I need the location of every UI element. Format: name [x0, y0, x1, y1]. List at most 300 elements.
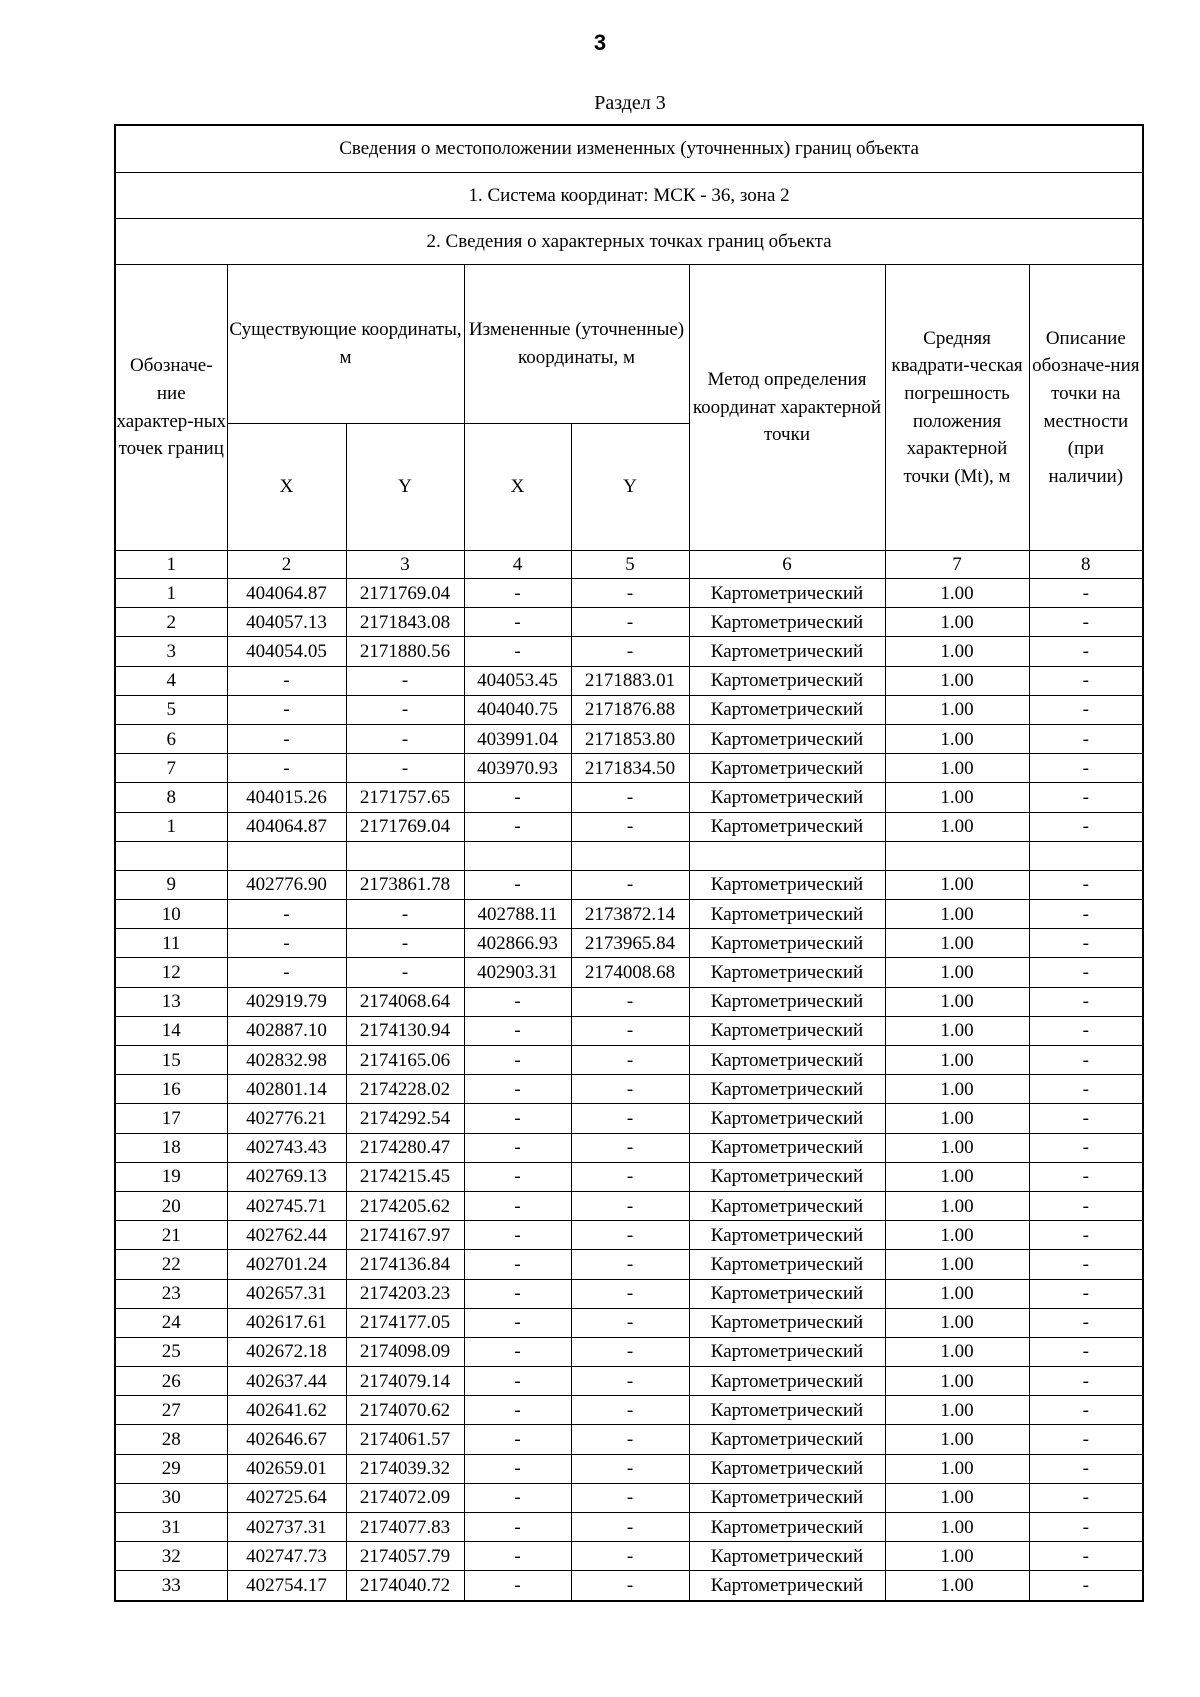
mean-error: 1.00	[885, 1396, 1029, 1425]
existing-x: 402659.01	[227, 1454, 346, 1483]
point-number: 15	[115, 1046, 227, 1075]
changed-y: -	[571, 1191, 689, 1220]
changed-y: -	[571, 1133, 689, 1162]
existing-y: 2174077.83	[346, 1513, 464, 1542]
table-row	[115, 1250, 1143, 1279]
changed-x: 402866.93	[464, 929, 571, 958]
method: Картометрический	[689, 1279, 885, 1308]
point-description: -	[1029, 754, 1143, 783]
table-row	[115, 783, 1143, 812]
table-row	[115, 841, 1143, 870]
points-info: 2. Сведения о характерных точках границ объекта	[115, 219, 1143, 265]
header-description: Описание обозначе-ния точки на местности (при наличии)	[1029, 265, 1143, 551]
method: Картометрический	[689, 1250, 885, 1279]
changed-x: -	[464, 1396, 571, 1425]
existing-y: 2171769.04	[346, 812, 464, 841]
mean-error: 1.00	[885, 1221, 1029, 1250]
table-row	[115, 1279, 1143, 1308]
mean-error: 1.00	[885, 812, 1029, 841]
changed-x: -	[464, 1571, 571, 1601]
existing-y	[346, 841, 464, 870]
point-description: -	[1029, 1367, 1143, 1396]
table-row	[115, 1104, 1143, 1133]
existing-x: 404064.87	[227, 579, 346, 608]
existing-y: 2173861.78	[346, 870, 464, 899]
existing-x: 404015.26	[227, 783, 346, 812]
table-row	[115, 987, 1143, 1016]
column-numbers-row	[115, 551, 1143, 579]
changed-x: -	[464, 1046, 571, 1075]
header-existing-y: Y	[346, 424, 464, 551]
mean-error: 1.00	[885, 695, 1029, 724]
changed-x: -	[464, 637, 571, 666]
column-number: 5	[571, 551, 689, 579]
header-changed-x: X	[464, 424, 571, 551]
point-number: 19	[115, 1162, 227, 1191]
existing-x: 402657.31	[227, 1279, 346, 1308]
point-number: 18	[115, 1133, 227, 1162]
point-description: -	[1029, 695, 1143, 724]
changed-x: -	[464, 812, 571, 841]
changed-y: -	[571, 870, 689, 899]
point-number: 16	[115, 1075, 227, 1104]
point-description: -	[1029, 1104, 1143, 1133]
table-row	[115, 900, 1143, 929]
changed-y: 2171853.80	[571, 724, 689, 753]
existing-x: -	[227, 695, 346, 724]
existing-x: 402617.61	[227, 1308, 346, 1337]
existing-x: 402776.21	[227, 1104, 346, 1133]
boundary-points-table	[114, 124, 1144, 1602]
existing-x: 404064.87	[227, 812, 346, 841]
table-row	[115, 958, 1143, 987]
mean-error: 1.00	[885, 1513, 1029, 1542]
changed-x: -	[464, 1250, 571, 1279]
changed-y: 2173872.14	[571, 900, 689, 929]
point-number: 28	[115, 1425, 227, 1454]
changed-x: 402903.31	[464, 958, 571, 987]
mean-error: 1.00	[885, 666, 1029, 695]
method: Картометрический	[689, 1133, 885, 1162]
existing-y: -	[346, 754, 464, 783]
changed-x: -	[464, 579, 571, 608]
point-number: 24	[115, 1308, 227, 1337]
existing-y: 2171769.04	[346, 579, 464, 608]
section-label: Раздел 3	[594, 92, 666, 114]
mean-error: 1.00	[885, 1104, 1029, 1133]
existing-x: -	[227, 900, 346, 929]
existing-y: 2174215.45	[346, 1162, 464, 1191]
changed-x: -	[464, 1425, 571, 1454]
changed-x: -	[464, 1454, 571, 1483]
point-description: -	[1029, 724, 1143, 753]
existing-y: 2174203.23	[346, 1279, 464, 1308]
existing-y: 2174039.32	[346, 1454, 464, 1483]
mean-error: 1.00	[885, 783, 1029, 812]
method: Картометрический	[689, 1425, 885, 1454]
method: Картометрический	[689, 1221, 885, 1250]
mean-error: 1.00	[885, 724, 1029, 753]
changed-y: -	[571, 1046, 689, 1075]
point-description	[1029, 841, 1143, 870]
changed-y: -	[571, 579, 689, 608]
method: Картометрический	[689, 1483, 885, 1512]
existing-x: 402769.13	[227, 1162, 346, 1191]
table-row	[115, 1162, 1143, 1191]
existing-y: -	[346, 666, 464, 695]
point-description: -	[1029, 1221, 1143, 1250]
coordinate-system: 1. Система координат: МСК - 36, зона 2	[115, 173, 1143, 219]
changed-x: -	[464, 1367, 571, 1396]
method: Картометрический	[689, 695, 885, 724]
changed-x: -	[464, 1162, 571, 1191]
existing-x: 402776.90	[227, 870, 346, 899]
method: Картометрический	[689, 637, 885, 666]
method: Картометрический	[689, 1191, 885, 1220]
header-changed: Измененные (уточненные) координаты, м	[464, 265, 689, 424]
changed-y: -	[571, 1454, 689, 1483]
column-number: 3	[346, 551, 464, 579]
changed-y: -	[571, 1075, 689, 1104]
point-number: 13	[115, 987, 227, 1016]
method: Картометрический	[689, 870, 885, 899]
existing-y: 2174292.54	[346, 1104, 464, 1133]
mean-error: 1.00	[885, 900, 1029, 929]
existing-y: 2174280.47	[346, 1133, 464, 1162]
existing-x: -	[227, 754, 346, 783]
existing-x: -	[227, 666, 346, 695]
header-existing: Существующие координаты, м	[227, 265, 464, 424]
method: Картометрический	[689, 1104, 885, 1133]
point-number: 32	[115, 1542, 227, 1571]
existing-y: 2174098.09	[346, 1337, 464, 1366]
method: Картометрический	[689, 900, 885, 929]
mean-error: 1.00	[885, 1425, 1029, 1454]
mean-error: 1.00	[885, 1542, 1029, 1571]
changed-y: -	[571, 812, 689, 841]
table-row	[115, 637, 1143, 666]
method: Картометрический	[689, 929, 885, 958]
point-number: 20	[115, 1191, 227, 1220]
existing-x: 402641.62	[227, 1396, 346, 1425]
mean-error: 1.00	[885, 1483, 1029, 1512]
point-description: -	[1029, 987, 1143, 1016]
existing-x	[227, 841, 346, 870]
point-number: 10	[115, 900, 227, 929]
mean-error: 1.00	[885, 579, 1029, 608]
point-description: -	[1029, 1250, 1143, 1279]
existing-x: 402801.14	[227, 1075, 346, 1104]
existing-x: 402747.73	[227, 1542, 346, 1571]
point-number: 3	[115, 637, 227, 666]
point-description: -	[1029, 1133, 1143, 1162]
changed-y: -	[571, 1542, 689, 1571]
table-row	[115, 1016, 1143, 1045]
existing-x: 402762.44	[227, 1221, 346, 1250]
existing-x: 404057.13	[227, 608, 346, 637]
changed-y	[571, 841, 689, 870]
mean-error: 1.00	[885, 1016, 1029, 1045]
changed-x	[464, 841, 571, 870]
point-description: -	[1029, 1571, 1143, 1601]
existing-y: 2174057.79	[346, 1542, 464, 1571]
existing-y: 2174205.62	[346, 1191, 464, 1220]
point-number: 1	[115, 579, 227, 608]
mean-error	[885, 841, 1029, 870]
changed-x: -	[464, 1542, 571, 1571]
existing-y: 2171757.65	[346, 783, 464, 812]
point-description: -	[1029, 1016, 1143, 1045]
changed-y: -	[571, 1250, 689, 1279]
existing-y: 2174072.09	[346, 1483, 464, 1512]
point-description: -	[1029, 1396, 1143, 1425]
point-description: -	[1029, 1162, 1143, 1191]
changed-y: -	[571, 1016, 689, 1045]
point-description: -	[1029, 666, 1143, 695]
method: Картометрический	[689, 1016, 885, 1045]
header-changed-y: Y	[571, 424, 689, 551]
existing-y: -	[346, 900, 464, 929]
mean-error: 1.00	[885, 1191, 1029, 1220]
existing-x: 402725.64	[227, 1483, 346, 1512]
table-row	[115, 1075, 1143, 1104]
existing-x: 402737.31	[227, 1513, 346, 1542]
changed-x: -	[464, 870, 571, 899]
method: Картометрический	[689, 608, 885, 637]
point-number: 4	[115, 666, 227, 695]
table-row	[115, 1367, 1143, 1396]
header-error: Средняя квадрати-ческая погрешность положения характерной точки (Mt), м	[885, 265, 1029, 551]
method: Картометрический	[689, 1337, 885, 1366]
changed-x: -	[464, 1308, 571, 1337]
changed-y: -	[571, 1308, 689, 1337]
mean-error: 1.00	[885, 754, 1029, 783]
point-description: -	[1029, 1191, 1143, 1220]
changed-y: -	[571, 783, 689, 812]
method: Картометрический	[689, 754, 885, 783]
column-number: 6	[689, 551, 885, 579]
changed-x: 403991.04	[464, 724, 571, 753]
mean-error: 1.00	[885, 1162, 1029, 1191]
existing-y: 2174167.97	[346, 1221, 464, 1250]
changed-y: 2174008.68	[571, 958, 689, 987]
existing-y: -	[346, 958, 464, 987]
point-number: 1	[115, 812, 227, 841]
existing-x: 402754.17	[227, 1571, 346, 1601]
mean-error: 1.00	[885, 870, 1029, 899]
table-row	[115, 1133, 1143, 1162]
changed-x: -	[464, 608, 571, 637]
header-existing-x: X	[227, 424, 346, 551]
existing-y: 2174079.14	[346, 1367, 464, 1396]
table-row	[115, 1454, 1143, 1483]
point-description: -	[1029, 1425, 1143, 1454]
point-description: -	[1029, 1337, 1143, 1366]
method: Картометрический	[689, 1367, 885, 1396]
point-number: 27	[115, 1396, 227, 1425]
changed-x: -	[464, 1221, 571, 1250]
method: Картометрический	[689, 783, 885, 812]
point-description: -	[1029, 1279, 1143, 1308]
header-designation: Обозначе-ние характер-ных точек границ	[115, 265, 227, 551]
point-number: 6	[115, 724, 227, 753]
existing-x: 402743.43	[227, 1133, 346, 1162]
point-number: 12	[115, 958, 227, 987]
method: Картометрический	[689, 1513, 885, 1542]
method: Картометрический	[689, 1075, 885, 1104]
changed-y: -	[571, 1279, 689, 1308]
changed-y: -	[571, 1396, 689, 1425]
mean-error: 1.00	[885, 1367, 1029, 1396]
table-row	[115, 870, 1143, 899]
existing-y: 2174177.05	[346, 1308, 464, 1337]
table-row	[115, 1221, 1143, 1250]
point-number	[115, 841, 227, 870]
existing-x: 402745.71	[227, 1191, 346, 1220]
column-number: 1	[115, 551, 227, 579]
point-description: -	[1029, 1483, 1143, 1512]
method	[689, 841, 885, 870]
existing-x: 402646.67	[227, 1425, 346, 1454]
point-number: 8	[115, 783, 227, 812]
changed-x: 404040.75	[464, 695, 571, 724]
table-row	[115, 1396, 1143, 1425]
changed-y: -	[571, 1483, 689, 1512]
point-number: 17	[115, 1104, 227, 1133]
mean-error: 1.00	[885, 987, 1029, 1016]
mean-error: 1.00	[885, 1075, 1029, 1104]
table-row	[115, 579, 1143, 608]
changed-y: -	[571, 1513, 689, 1542]
changed-x: 402788.11	[464, 900, 571, 929]
point-description: -	[1029, 608, 1143, 637]
table-row	[115, 812, 1143, 841]
existing-y: 2174228.02	[346, 1075, 464, 1104]
point-number: 11	[115, 929, 227, 958]
point-number: 31	[115, 1513, 227, 1542]
mean-error: 1.00	[885, 1571, 1029, 1601]
point-description: -	[1029, 1454, 1143, 1483]
existing-x: 402887.10	[227, 1016, 346, 1045]
point-number: 22	[115, 1250, 227, 1279]
changed-x: -	[464, 1075, 571, 1104]
point-description: -	[1029, 958, 1143, 987]
mean-error: 1.00	[885, 1250, 1029, 1279]
mean-error: 1.00	[885, 637, 1029, 666]
method: Картометрический	[689, 958, 885, 987]
mean-error: 1.00	[885, 1133, 1029, 1162]
changed-y: 2171834.50	[571, 754, 689, 783]
changed-x: -	[464, 1133, 571, 1162]
changed-y: -	[571, 1162, 689, 1191]
mean-error: 1.00	[885, 1337, 1029, 1366]
table-row	[115, 724, 1143, 753]
mean-error: 1.00	[885, 1279, 1029, 1308]
table-row	[115, 1513, 1143, 1542]
point-number: 14	[115, 1016, 227, 1045]
method: Картометрический	[689, 812, 885, 841]
method: Картометрический	[689, 1396, 885, 1425]
column-number: 8	[1029, 551, 1143, 579]
method: Картометрический	[689, 1046, 885, 1075]
table-row	[115, 1542, 1143, 1571]
method: Картометрический	[689, 579, 885, 608]
existing-y: -	[346, 695, 464, 724]
existing-x: 402672.18	[227, 1337, 346, 1366]
existing-y: 2174165.06	[346, 1046, 464, 1075]
point-description: -	[1029, 1075, 1143, 1104]
table-row	[115, 929, 1143, 958]
changed-y: 2173965.84	[571, 929, 689, 958]
point-description: -	[1029, 783, 1143, 812]
table-row	[115, 1337, 1143, 1366]
table-row	[115, 754, 1143, 783]
mean-error: 1.00	[885, 1046, 1029, 1075]
method: Картометрический	[689, 1454, 885, 1483]
method: Картометрический	[689, 1308, 885, 1337]
existing-x: 402637.44	[227, 1367, 346, 1396]
table-row	[115, 608, 1143, 637]
point-number: 5	[115, 695, 227, 724]
point-description: -	[1029, 1513, 1143, 1542]
method: Картометрический	[689, 987, 885, 1016]
table-title: Сведения о местоположении измененных (уточненных) границ объекта	[115, 125, 1143, 173]
mean-error: 1.00	[885, 1308, 1029, 1337]
changed-x: -	[464, 1104, 571, 1133]
changed-y: 2171876.88	[571, 695, 689, 724]
existing-x: 402701.24	[227, 1250, 346, 1279]
point-number: 30	[115, 1483, 227, 1512]
existing-y: 2174068.64	[346, 987, 464, 1016]
existing-x: 404054.05	[227, 637, 346, 666]
changed-y: -	[571, 1221, 689, 1250]
point-description: -	[1029, 1542, 1143, 1571]
existing-x: -	[227, 958, 346, 987]
changed-x: -	[464, 1483, 571, 1512]
changed-y: -	[571, 1571, 689, 1601]
changed-y: -	[571, 1425, 689, 1454]
existing-y: -	[346, 724, 464, 753]
point-number: 23	[115, 1279, 227, 1308]
changed-x: -	[464, 783, 571, 812]
point-description: -	[1029, 1308, 1143, 1337]
method: Картометрический	[689, 1162, 885, 1191]
table-row	[115, 666, 1143, 695]
existing-y: 2171880.56	[346, 637, 464, 666]
header-method: Метод определения координат характерной точки	[689, 265, 885, 551]
changed-y: -	[571, 1367, 689, 1396]
point-description: -	[1029, 637, 1143, 666]
method: Картометрический	[689, 724, 885, 753]
mean-error: 1.00	[885, 958, 1029, 987]
existing-x: 402832.98	[227, 1046, 346, 1075]
table-row	[115, 1425, 1143, 1454]
mean-error: 1.00	[885, 608, 1029, 637]
column-number: 2	[227, 551, 346, 579]
changed-y: -	[571, 1104, 689, 1133]
table-row	[115, 1308, 1143, 1337]
point-number: 26	[115, 1367, 227, 1396]
changed-y: -	[571, 1337, 689, 1366]
point-description: -	[1029, 900, 1143, 929]
changed-y: 2171883.01	[571, 666, 689, 695]
mean-error: 1.00	[885, 1454, 1029, 1483]
changed-x: -	[464, 1191, 571, 1220]
existing-y: 2174136.84	[346, 1250, 464, 1279]
changed-x: -	[464, 1513, 571, 1542]
changed-x: 403970.93	[464, 754, 571, 783]
point-description: -	[1029, 579, 1143, 608]
